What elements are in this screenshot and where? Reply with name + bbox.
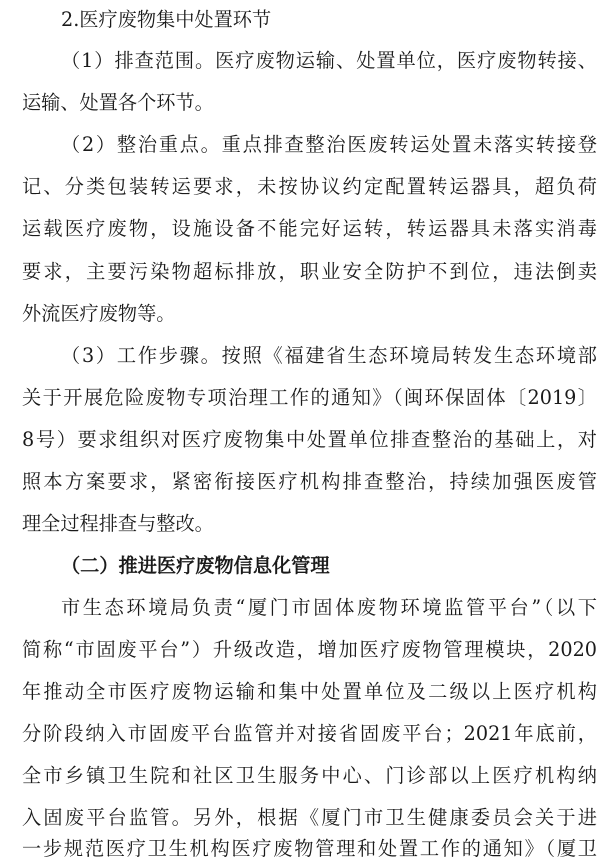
paragraph-line: （1）排查范围。医疗废物运输、处置单位，医疗废物转接、 <box>61 49 597 72</box>
paragraph-line: 运载医疗废物，设施设备不能完好运转，转运器具未落实消毒 <box>22 217 597 240</box>
paragraph-line: 外流医疗废物等。 <box>22 302 176 325</box>
section-heading-disposal: 2.医疗废物集中处置环节 <box>61 8 272 31</box>
paragraph-line: （3）工作步骤。按照《福建省生态环境局转发生态环境部 <box>61 344 597 367</box>
paragraph-line: 市生态环境局负责“厦门市固体废物环境监管平台”（以下 <box>61 596 597 619</box>
paragraph-line: 理全过程排查与整改。 <box>22 512 214 535</box>
paragraph-line: 记、分类包装转运要求，未按协议约定配置转运器具，超负荷 <box>22 175 597 198</box>
paragraph-line: 运输、处置各个环节。 <box>22 91 214 114</box>
paragraph-line: 入固废平台监管。另外，根据《厦门市卫生健康委员会关于进 <box>22 806 597 829</box>
paragraph-line: 8号）要求组织对医疗废物集中处置单位排查整治的基础上，对 <box>22 428 597 451</box>
paragraph-line: 关于开展危险废物专项治理工作的通知》（闽环保固体〔2019〕 <box>22 386 597 409</box>
paragraph-line: 年推动全市医疗废物运输和集中处置单位及二级以上医疗机构 <box>22 680 597 703</box>
paragraph-line: 要求，主要污染物超标排放，职业安全防护不到位，违法倒卖 <box>22 260 597 283</box>
paragraph-line: 照本方案要求，紧密衔接医疗机构排查整治，持续加强医废管 <box>22 470 597 493</box>
paragraph-line: （2）整治重点。重点排查整治医废转运处置未落实转接登 <box>61 133 597 156</box>
paragraph-line: 全市乡镇卫生院和社区卫生服务中心、门诊部以上医疗机构纳 <box>22 764 597 787</box>
paragraph-line: 分阶段纳入市固废平台监管并对接省固废平台；2021年底前， <box>22 722 597 745</box>
section-heading-informatization: （二）推进医疗废物信息化管理 <box>61 554 330 577</box>
paragraph-line: 一步规范医疗卫生机构医疗废物管理和处置工作的通知》（厦卫 <box>22 837 597 860</box>
paragraph-line: 简称“市固废平台”）升级改造，增加医疗废物管理模块，2020 <box>22 638 597 661</box>
